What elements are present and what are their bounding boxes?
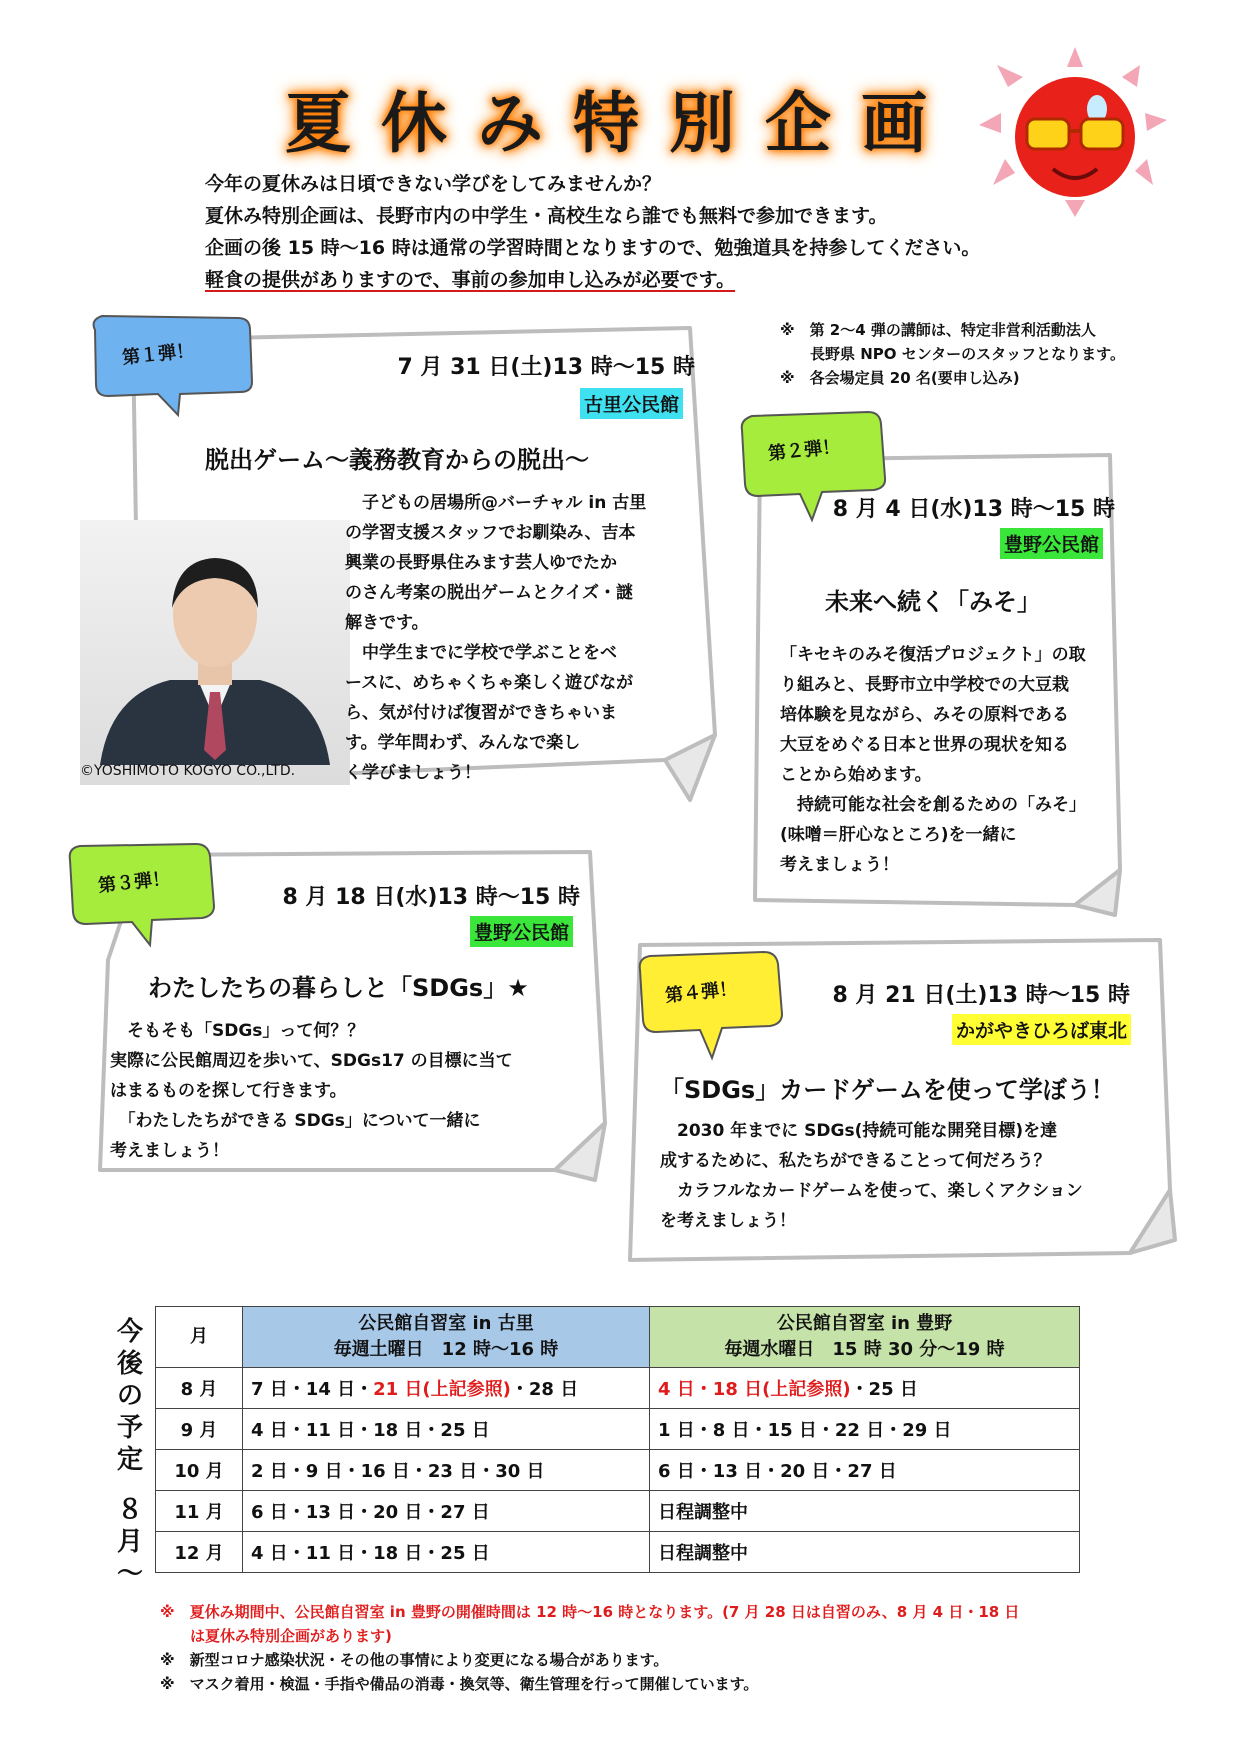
header-toyono-title: 公民館自習室 in 豊野 [776,1313,953,1334]
row-toyono: 1 日・8 日・15 日・22 日・29 日 [650,1409,1080,1450]
row-month: 10 月 [156,1450,243,1491]
event4-body-line: カラフルなカードゲームを使って、楽しくアクション [660,1181,1083,1201]
event3-body-line: 実際に公民館周辺を歩いて、SDGs17 の目標に当て [110,1051,513,1071]
event1-body-line: 中学生までに学校で学ぶことをベ [345,643,617,663]
event2-body-line: り組みと、長野市立中学校での大豆栽 [780,675,1069,695]
intro-line: 企画の後 15 時～16 時は通常の学習時間となりますので、勉強道具を持参してください。 [205,237,981,259]
intro-line: 夏休み特別企画は、長野市内の中学生・高校生なら誰でも無料で参加できます。 [205,205,888,227]
event2-body [780,640,1120,880]
event2-body-line: (味噌＝肝心なところ)を一緒に [780,825,1017,845]
schedule-label-char: 定 [116,1445,143,1475]
row-toyono [650,1368,1080,1409]
event1-body-line: 解きです。 [345,613,429,633]
date-text: 7 日・14 日・ [251,1379,374,1400]
event4-body [660,1116,1150,1236]
event1-body-line: 子どもの居場所@バーチャル in 古里 [345,493,647,513]
event4-body-line: 成するために、私たちができることって何だろう？ [660,1151,1051,1171]
highlight-date-text: 4 日・18 日(上記参照) [658,1379,851,1400]
schedule-label-char: 今 [116,1317,143,1347]
event2-body-line: 持続可能な社会を創るための「みそ」 [780,795,1086,815]
event2-venue: 豊野公民館 [1000,528,1103,559]
row-furusato [243,1368,650,1409]
note-summer-hours-cont: は夏休み特別企画があります) [160,1627,392,1645]
bottom-notes [160,1600,1170,1696]
event1-body-line: 興業の長野県住みます芸人ゆでたか [345,553,617,573]
note-line: ※ 第 2～4 弾の講師は、特定非営利活動法人 [780,321,1096,339]
event2-headline: 未来へ続く「みそ」 [825,588,1041,616]
event4-venue: かがやきひろば東北 [952,1014,1131,1045]
table-row [156,1368,1080,1409]
table-row [156,1532,1080,1573]
row-month: 12 月 [156,1532,243,1573]
event4-date: 8 月 21 日(土)13 時～15 時 [832,983,1130,1008]
row-furusato: 6 日・13 日・20 日・27 日 [243,1491,650,1532]
event2-body-line: 考えましょう！ [780,855,899,875]
event3-date: 8 月 18 日(水)13 時～15 時 [282,885,580,910]
event2-body-line: 培体験を見ながら、みその原料である [780,705,1069,725]
event3-venue: 豊野公民館 [470,916,573,947]
event1-headline: 脱出ゲーム～義務教育からの脱出～ [205,446,589,474]
intro-line: 今年の夏休みは日頃できない学びをしてみませんか？ [205,173,662,195]
event3-headline: わたしたちの暮らしと「SDGs」★ [148,974,529,1002]
schedule-label-char: 予 [116,1413,143,1443]
photo-credit: ©YOSHIMOTO KOGYO CO.,LTD. [80,763,296,779]
row-furusato: 2 日・9 日・16 日・23 日・30 日 [243,1450,650,1491]
date-text: ・28 日 [510,1379,579,1400]
date-text: ・25 日 [850,1379,918,1400]
event2-badge: 第２弾！ [767,436,842,465]
event1-date: 7 月 31 日(土)13 時～15 時 [397,355,695,380]
event4-body-line: を考えましょう！ [660,1211,796,1231]
person-portrait-icon [80,520,350,765]
header-toyono-time: 毎週水曜日 15 時 30 分～19 時 [724,1339,1005,1360]
event4-headline: 「SDGs」カードゲームを使って学ぼう！ [660,1076,1115,1104]
event1-body-line: す。学年問わず、みんなで楽し [345,733,581,753]
event1-badge: 第１弾！ [121,340,196,369]
row-furusato: 4 日・11 日・18 日・25 日 [243,1409,650,1450]
event1-body-line: のさん考案の脱出ゲームとクイズ・謎 [345,583,633,603]
note-hygiene: ※ マスク着用・検温・手指や備品の消毒・換気等、衛生管理を行って開催しています。 [160,1675,759,1693]
schedule-label-char: 後 [116,1349,143,1379]
table-row [156,1409,1080,1450]
table-row [156,1450,1080,1491]
event2-body-line: 大豆をめぐる日本と世界の現状を知る [780,735,1069,755]
event3-body [110,1016,590,1166]
event2-body-line: 「キセキのみそ復活プロジェクト」の取 [780,645,1086,665]
event1-body-line: ら、気が付けば復習ができちゃいま [345,703,617,723]
row-toyono: 日程調整中 [650,1532,1080,1573]
header-furusato-title: 公民館自習室 in 古里 [358,1313,534,1334]
event1-body-line: く学びましょう！ [345,763,481,783]
row-month: 8 月 [156,1368,243,1409]
intro-line-underlined: 軽食の提供がありますので、事前の参加申し込みが必要です。 [205,269,736,291]
schedule-label-gap [108,1476,152,1494]
row-toyono: 6 日・13 日・20 日・27 日 [650,1450,1080,1491]
event1-body [345,488,685,788]
event4-body-line: 2030 年までに SDGs(持続可能な開発目標)を達 [660,1121,1058,1141]
event3-body-line: 考えましょう！ [110,1141,229,1161]
highlight-date-text: 21 日(上記参照) [373,1379,511,1400]
schedule-label-char: ８ [116,1495,143,1525]
event1-body-line: ースに、めちゃくちゃ楽しく遊びなが [345,673,634,693]
schedule-header-row [156,1307,1080,1368]
note-line: ※ 各会場定員 20 名(要申し込み) [780,369,1020,387]
event2-date: 8 月 4 日(水)13 時～15 時 [832,497,1115,522]
table-row [156,1491,1080,1532]
row-month: 11 月 [156,1491,243,1532]
schedule-table [155,1306,1080,1573]
event3-badge: 第３弾！ [97,868,172,897]
event3-body-line: 「わたしたちができる SDGs」について一緒に [110,1111,481,1131]
note-summer-hours: ※ 夏休み期間中、公民館自習室 in 豊野の開催時間は 12 時～16 時となります。(7 月 28 日は自習のみ、8 月 4 日・18 日 [160,1603,1020,1621]
row-furusato: 4 日・11 日・18 日・25 日 [243,1532,650,1573]
header-furusato [243,1307,650,1368]
note-covid: ※ 新型コロナ感染状況・その他の事情により変更になる場合があります。 [160,1651,669,1669]
event1-body-line: の学習支援スタッフでお馴染み、吉本 [345,523,636,543]
header-month: 月 [156,1307,243,1368]
schedule-label [108,1316,152,1590]
schedule-label-char: の [116,1381,143,1411]
row-month: 9 月 [156,1409,243,1450]
event3-body-line: はまるものを探して行きます。 [110,1081,347,1101]
header-toyono [650,1307,1080,1368]
note-line: 長野県 NPO センターのスタッフとなります。 [780,345,1125,363]
event2-body-line: ことから始めます。 [780,765,932,785]
event4-badge: 第４弾！ [664,978,739,1007]
schedule-label-char: ～ [116,1559,143,1589]
schedule-label-char: 月 [116,1527,143,1557]
instructor-photo [80,520,350,785]
page-title: 夏休み特別企画 [285,85,957,162]
event1-venue: 古里公民館 [580,388,683,419]
row-toyono: 日程調整中 [650,1491,1080,1532]
event3-body-line: そもそも「SDGs」って何？？ [110,1021,365,1041]
header-furusato-time: 毎週土曜日 12 時～16 時 [333,1339,559,1360]
